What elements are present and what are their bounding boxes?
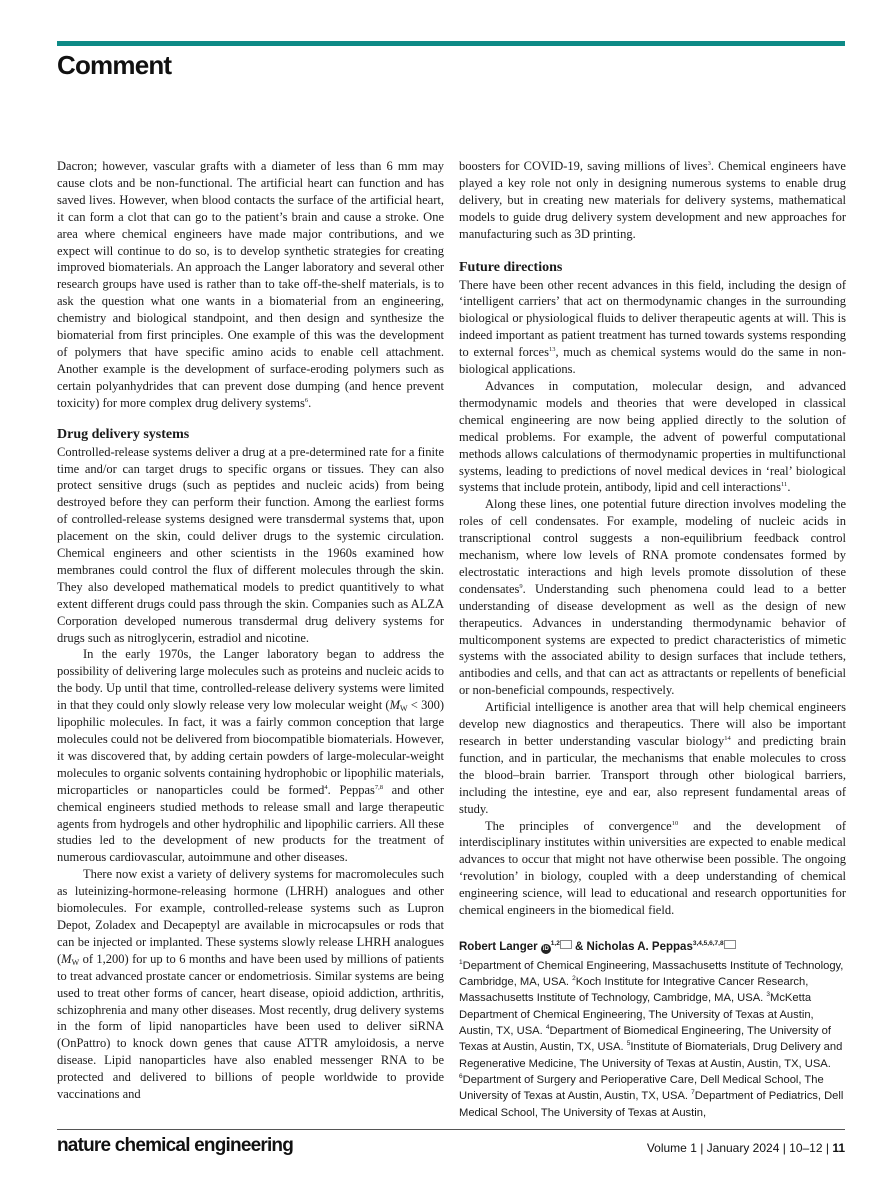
right-column (459, 158, 846, 1121)
citation[interactable]: 13 (548, 346, 556, 354)
header-rule (57, 41, 845, 46)
citation[interactable]: 3 (707, 160, 711, 167)
orcid-icon[interactable]: iD (542, 945, 549, 952)
affiliations: $^1$Department of Chemical Engineering, Massachusetts Institute of Technology, Cambridge, MA, USA. $^2$Koch Institute for Integrative Cancer Research, Massachusetts Institute of Technology, Cambridge, MA, USA. $^3$McKetta Department of Chemical Engineering, The University of Texas at Austin, Austin, TX, USA. $^4$Department of Biomedical Engineering, The University of Texas at Austin, Austin, TX, USA. $^5$Institute of Biomaterials, Drug Delivery and Regenerative Medicine, The University of Texas at Austin, Austin, TX, USA. $^6$Department of Surgery and Perioperative Care, Dell Medical School, The University of Texas at Austin, Austin, TX, USA. $^7$Department of Pediatrics, Dell Medical School, The University of Texas at Austin, (459, 958, 844, 1119)
author-name: Robert Langer (459, 940, 538, 953)
paragraph: Dacron; however, vascular grafts with a diameter of less than 6 mm may cause clots and be non-functional. The artificial heart can function and has saved lives. However, when blood contacts the surface of the artificial heart, it can form a clot that can go to the patient’s brain and cause a stroke. One area where chemical engineers have made major contributions, and we expect will continue to do so, is to develop synthetic strategies for creating improved biomaterials. An approach the Langer laboratory and several other research groups have used is rather than to take off-the-shelf materials, is to ask the question what one wants in a biomaterial from an engineering, chemistry and biological standpoint, and then design and synthesize the biomaterial from first principles. One example of this was the development of polymers that have specific amino acids to enable cell attachment. Another example is the development of surface-eroding polymers such as certain polyanhydrides that can prevent dose dumping (and hence prevent toxicity) for more complex drug delivery systems$^6$. (57, 159, 444, 410)
heading-future-directions: Future directions (459, 259, 563, 275)
left-column (57, 158, 444, 1103)
citation[interactable]: 14 (724, 735, 731, 742)
author-line: Robert Langer iD$^{1,2}$ & Nicholas A. Peppas$^{3,4,5,6,7,8}$ (459, 939, 846, 956)
citation[interactable]: 4 (324, 783, 328, 791)
journal-name: nature chemical engineering (57, 1135, 294, 1156)
citation[interactable]: 7,8 (374, 783, 383, 791)
paragraph: boosters for COVID-19, saving millions of lives$^3$. Chemical engineers have played a key role not only in designing numerous systems to enable drug delivery, but in creating new materials for delivery systems, mathematical models to guide drug delivery system development and new approaches for manufacturing such as 3D printing. (459, 159, 846, 241)
paragraph: Artificial intelligence is another area that will help chemical engineers develop new diagnostics and therapeutics. There will also be important research in better understanding vascular biology$^{14}$ and predicting brain function, and in particular, the mechanisms that enable molecules to cross the blood–brain barrier. Transport through other biological barriers, including the intestine, eye and ear, also represent fundamental areas of study. (459, 700, 846, 816)
page-number: 11 (832, 1141, 845, 1155)
paragraph: There have been other recent advances in this field, including the design of ‘intelligent carriers’ that act on thermodynamic changes in the surrounding biological or physiological fluids to deliver therapeutic agents at will. This is indeed important as patient treatment has turned towards systems responding to external forces$^{13}$, much as chemical systems would do the same in non-biological applications. (459, 277, 846, 377)
email-icon[interactable] (724, 940, 736, 949)
citation[interactable]: 6 (304, 396, 309, 404)
author-name: & Nicholas A. Peppas (571, 940, 693, 953)
paragraph: Advances in computation, molecular design, and advanced thermodynamic models and theories that were developed in classical chemical engineering are now being applied directly to the solution of medical problems. For example, the advent of powerful computational methods allows calculations of thermodynamic properties in multifunctional systems, leading to predictions of novel medical devices in ‘real’ biological systems that include protein, antibody, lipid and cell interactions$^{11}$. (459, 378, 846, 495)
paragraph: In the early 1970s, the Langer laboratory began to address the possibility of delivering large molecules such as proteins and nucleic acids to the body. Up until that time, controlled-release delivery systems were limited in that they could only slowly release very low molecular weight $(M_W < 300)$ lipophilic molecules. In fact, it was a fairly common conception that large molecules could not be delivered from biocompatible biomaterials. However, it was discovered that, by adding certain powders of large-molecular-weight molecules to organic solvents containing hydrophobic or lipophilic materials, microparticles or nanoparticles could be formed$^4$. Peppas$^{7,8}$ and other chemical engineers studied methods to release small and large therapeutic agents from hydrogels and other hydrophilic and lipophilic carriers. All these studies led to the development of new products for the treatment of numerous cardiovascular, autoimmune and other diseases. (57, 647, 444, 865)
paragraph: Controlled-release systems deliver a drug at a pre-determined rate for a finite time and/or can target drugs to specific organs or tissues. They can also protect sensitive drugs (such as peptides and nucleic acids) from being destroyed before they can perform their function. Among the earliest forms of controlled-release systems designed were transdermal systems that, upon placement on the skin, could deliver drugs to the systemic circulation. Chemical engineers and other scientists in the 1960s examined how membranes could control the flux of different molecules through the skin. They also developed mathematical models to predict quantitively to what extent different drugs could pass through the skin. Companies such as ALZA Corporation developed numerous transdermal drug delivery systems for drugs such as nitroglycerin, estradiol and nicotine. (57, 444, 444, 645)
citation[interactable]: 10 (671, 819, 679, 827)
page-info: Volume 1 | January 2024 | 10–12 | 11 (646, 1141, 845, 1155)
paragraph: The principles of convergence$^{10}$ and the development of interdisciplinary institutes within universities are expected to enable medical advances to occur that might not have otherwise been possible. The ongoing ‘revolution’ in biology, coupled with a deep understanding of chemical engineering science, will lead to educational and research opportunities for chemical engineers in the biomedical field. (459, 818, 846, 918)
email-icon[interactable] (560, 940, 572, 949)
citation[interactable]: 11 (781, 481, 788, 489)
section-title: Comment (57, 50, 172, 80)
citation[interactable]: 9 (519, 582, 523, 590)
heading-drug-delivery: Drug delivery systems (57, 426, 190, 442)
paragraph: There now exist a variety of delivery systems for macromolecules such as luteinizing-hormone-releasing hormone (LHRH) analogues and other biomolecules. For example, controlled-release systems such as Lupron Depot, Zoladex and Decapeptyl are available in microcapsules or rods that can be injected or implanted. These systems slowly release LHRH analogues ($M_W$ of 1,200) for up to 6 months and have been used by millions of patients to treat advanced prostate cancer or endometriosis. Similar systems are being used to treat other forms of cancer, heart disease, opioid addiction, arthritis, schizophrenia and many other diseases. Most recently, drug delivery systems in the form of lipid nanoparticles have been used to deliver siRNA (OnPattro) to knock down genes that cause ATTR amyloidosis, a nerve disease. Lipid nanoparticles have also enabled messenger RNA to be protected and delivered to billions of people worldwide to provide vaccinations and (57, 867, 444, 1102)
paragraph: Along these lines, one potential future direction involves modeling the roles of cell condensates. For example, modeling of nucleic acids in transcriptional control suggests a non-equilibrium feedback control mechanism, where low levels of RNA promote condensates formed by electrostatic interactions and high levels promote dissolution of these condensates$^9$. Understanding such phenomena could lead to a better understanding of disease development as well as the design of new therapeutics. Advances in understanding thermodynamic behavior of multicomponent systems are expected to predict characteristics of mimetic systems with the associated ability to design surfaces that include tethers, antibodies and cells, and that can act as attractants or repellents of beneficial or non-beneficial compounds, respectively. (459, 497, 846, 698)
footer-rule (57, 1129, 845, 1130)
